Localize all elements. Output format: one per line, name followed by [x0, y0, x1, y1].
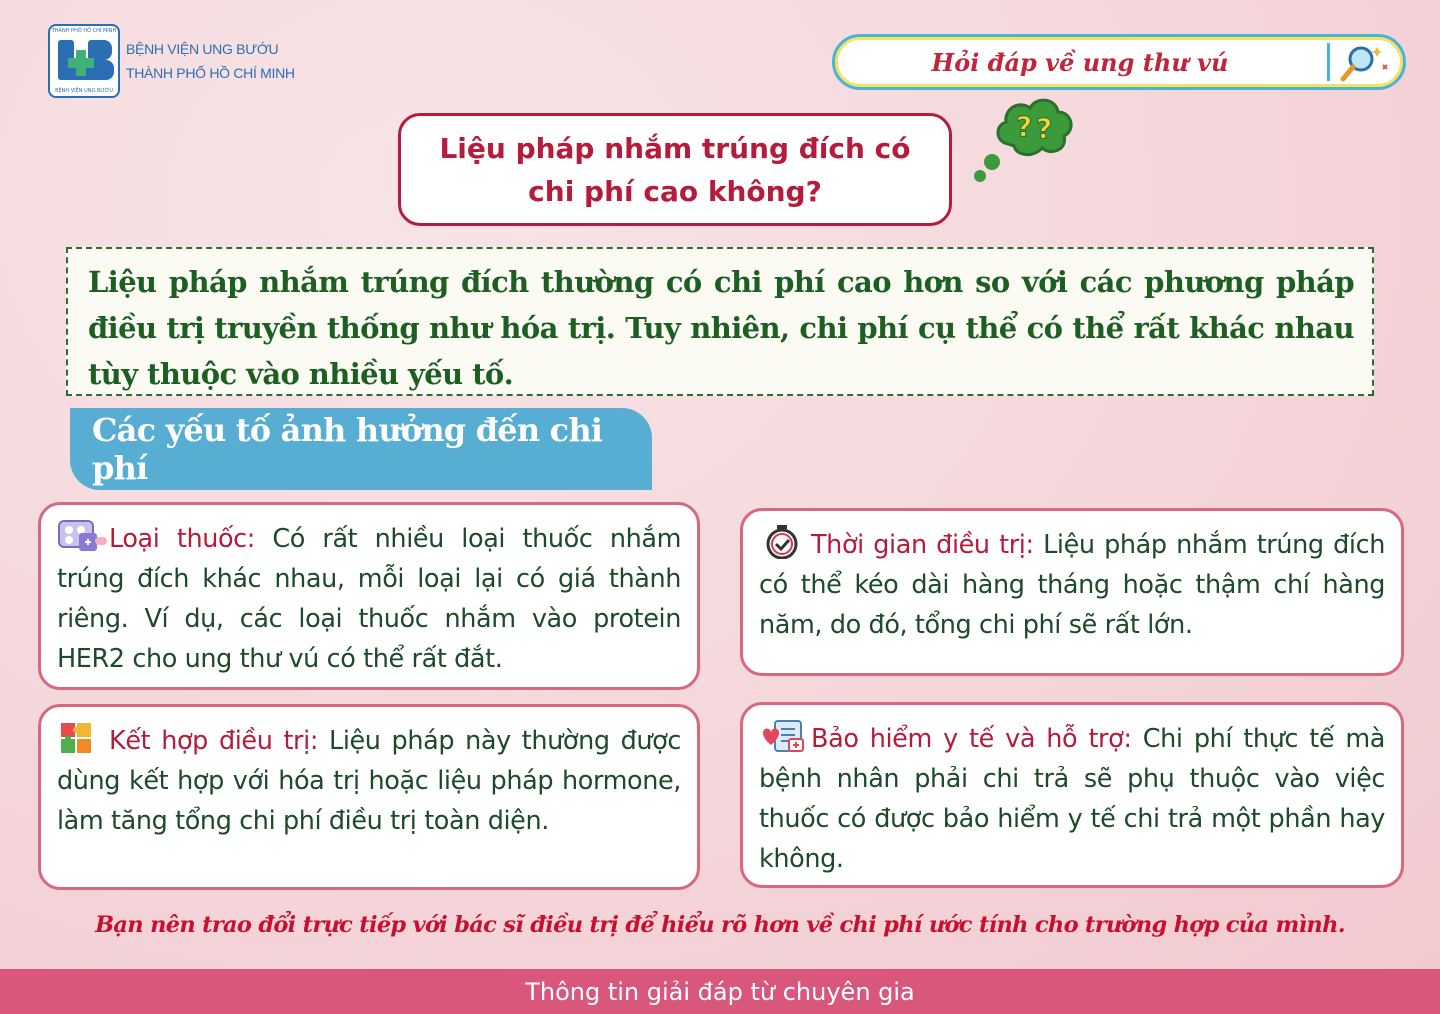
- logo-line-2: THÀNH PHỐ HỒ CHÍ MINH: [126, 65, 295, 81]
- stopwatch-icon: [759, 525, 811, 559]
- factor-text: [57, 519, 681, 679]
- intro-box: [66, 247, 1374, 396]
- puzzle-icon: [57, 721, 109, 755]
- factors-heading-text: Các yếu tố ảnh hưởng đến chi phí: [92, 411, 603, 487]
- question-cloud-icon: [972, 92, 1078, 188]
- topic-title: Hỏi đáp về ung thư vú: [931, 47, 1229, 77]
- factor-label: Thời gian điều trị:: [811, 530, 1034, 560]
- factor-text: [759, 719, 1385, 879]
- factor-text: [57, 721, 681, 841]
- logo-line-1: BỆNH VIỆN UNG BƯỚU: [126, 41, 279, 57]
- topic-banner: [832, 34, 1406, 90]
- factor-card-duration: [740, 508, 1404, 676]
- magnifier-icon: [1335, 41, 1391, 85]
- factor-label: Loại thuốc:: [109, 524, 255, 554]
- advice-text: Bạn nên trao đổi trực tiếp với bác sĩ điều trị để hiểu rõ hơn về chi phí ước tính cho trường hợp của mình.: [95, 912, 1345, 938]
- hospital-logo: [48, 24, 295, 98]
- svg-text:?: ?: [1036, 112, 1053, 145]
- intro-text: Liệu pháp nhắm trúng đích thường có chi phí cao hơn so với các phương pháp điều trị truyền thống như hóa trị. Tuy nhiên, chi phí cụ thể có thể rất khác nhau tùy thuộc vào nhiều yếu tố.: [88, 265, 1354, 391]
- logo-text: [126, 41, 295, 81]
- pill-pack-icon: [57, 519, 109, 553]
- factor-card-insurance: [740, 702, 1404, 888]
- logo-caption-bottom: BỆNH VIỆN UNG BƯỚU: [55, 88, 113, 94]
- question-line-1: Liệu pháp nhắm trúng đích có: [439, 131, 911, 165]
- factor-description: Có rất nhiều loại thuốc nhắm trúng đích khác nhau, mỗi loại lại có giá thành riêng. Ví dụ, các loại thuốc nhắm vào protein HER2 cho ung thư vú có thể rất đắt.: [57, 524, 682, 674]
- logo-mark: [48, 24, 120, 98]
- factor-card-combined-treatment: [38, 704, 700, 890]
- factor-label: Kết hợp điều trị:: [109, 726, 319, 756]
- footer-text: Thông tin giải đáp từ chuyên gia: [525, 977, 915, 1006]
- health-insurance-icon: [759, 719, 811, 753]
- logo-caption-top: THÀNH PHỐ HỒ CHÍ MINH: [51, 28, 117, 34]
- question-box: [398, 113, 952, 226]
- factor-label: Bảo hiểm y tế và hỗ trợ:: [811, 724, 1132, 754]
- factor-description: Chi phí thực tế mà bệnh nhân phải chi trả sẽ phụ thuộc vào việc thuốc có được bảo hiểm y tế chi trả một phần hay không.: [759, 724, 1385, 874]
- factor-text: [759, 525, 1385, 645]
- factors-heading: [70, 408, 652, 490]
- factor-card-drug-type: [38, 502, 700, 690]
- svg-text:?: ?: [1016, 110, 1033, 143]
- footer-bar: [0, 969, 1440, 1014]
- factor-description: Liệu pháp này thường được dùng kết hợp với hóa trị hoặc liệu pháp hormone, làm tăng tổng chi phí điều trị toàn diện.: [57, 726, 681, 836]
- question-line-2: chi phí cao không?: [528, 174, 822, 208]
- topic-divider: [1327, 43, 1330, 81]
- factor-description: Liệu pháp nhắm trúng đích có thể kéo dài hàng tháng hoặc thậm chí hàng năm, do đó, tổng chi phí sẽ rất lớn.: [759, 530, 1385, 640]
